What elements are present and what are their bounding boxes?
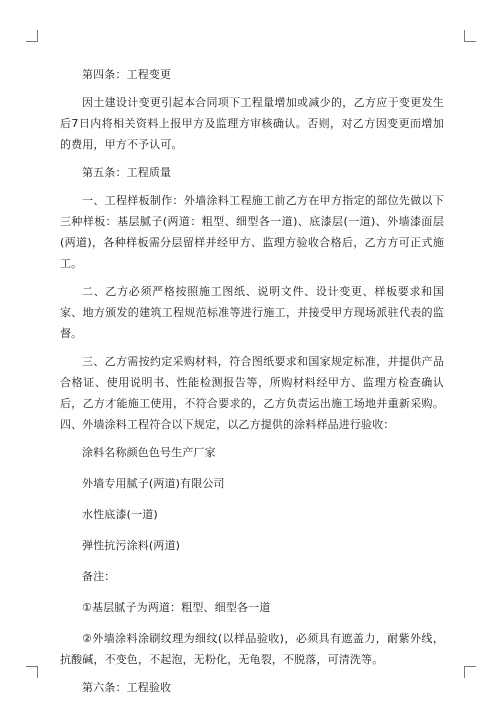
list-item-elastic-coating: 弹性抗污涂料(两道) xyxy=(82,539,181,552)
section-heading-article-6: 第六条：工程验收 xyxy=(82,681,172,694)
paragraph-quality-sample: 一、工程样板制作：外墙涂料工程施工前乙方在甲方指定的部位先做以下三种样板：基层腻子(两道：粗型、细型各一道)、底漆层(一道)、外墙漆面层(两道)，各种样板需分层留样并经甲方、监理方验收合格后，乙方方可正式施工。 xyxy=(60,194,444,270)
notes-label: 备注： xyxy=(82,570,116,583)
crop-mark-top-left xyxy=(26,30,38,42)
paragraph-change-terms: 因土建设计变更引起本合同项下工程量增加或减少的，乙方应于变更发生后7日内将相关资料上报甲方及监理方审核确认。否则，对乙方因变更而增加的费用，甲方不予认可。 xyxy=(60,96,444,151)
section-heading-article-4: 第四条：工程变更 xyxy=(82,68,172,81)
crop-mark-bottom-left xyxy=(26,666,38,678)
crop-mark-top-right xyxy=(464,30,476,42)
list-item-primer: 水性底漆(一道) xyxy=(82,508,158,521)
crop-mark-bottom-right xyxy=(464,666,476,678)
list-item-putty: 外墙专用腻子(两道)有限公司 xyxy=(82,477,225,490)
section-heading-article-5: 第五条：工程质量 xyxy=(82,166,172,179)
document-body xyxy=(60,64,444,705)
note-2: ②外墙涂料涂刷纹理为细纹(以样品验收)，必须具有遮盖力，耐紫外线，抗酸碱，不变色，不起泡，无粉化，无龟裂，不脱落，可清洗等。 xyxy=(60,632,444,666)
paragraph-quality-materials: 三、乙方需按约定采购材料，符合图纸要求和国家规定标准，并提供产品合格证、使用说明书、性能检测报告等，所购材料经甲方、监理方检查确认后，乙方才能施工使用，不符合要求的，乙方负责运出施工场地并重新采购。四、外墙涂料工程符合以下规定，以乙方提供的涂料样品进行验收： xyxy=(60,355,444,431)
list-item-coating-header: 涂料名称颜色色号生产厂家 xyxy=(82,446,216,459)
note-1: ①基层腻子为两道：粗型、细型各一道 xyxy=(82,601,271,614)
paragraph-quality-standards: 二、乙方必须严格按照施工图纸、说明文件、设计变更、样板要求和国家、地方颁发的建筑工程规范标准等进行施工，并接受甲方现场派驻代表的监督。 xyxy=(60,285,444,340)
